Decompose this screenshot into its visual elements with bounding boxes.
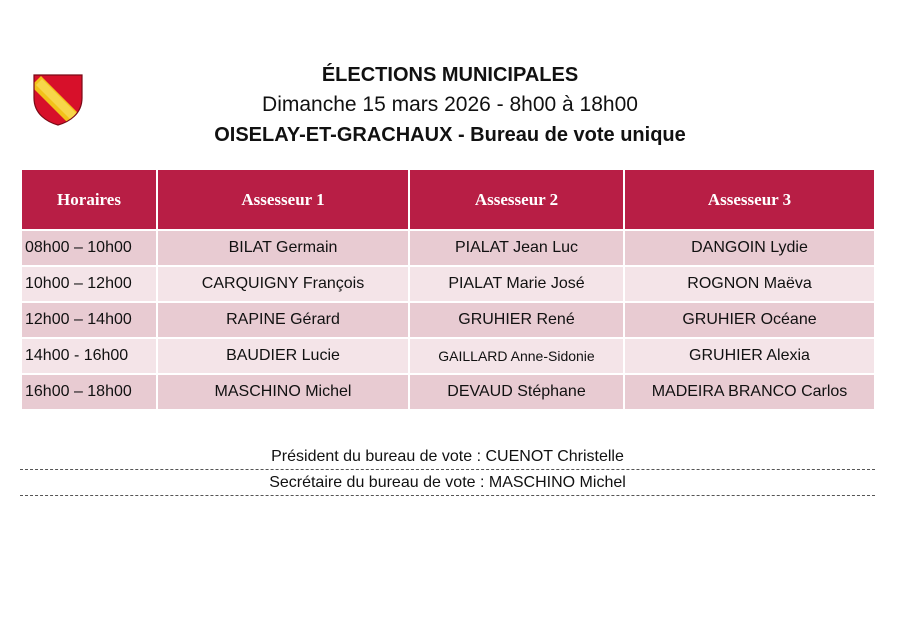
polling-place: OISELAY-ET-GRACHAUX - Bureau de vote unique [214, 124, 686, 146]
assessor-cell: GRUHIER Alexia [625, 339, 874, 373]
table-row [22, 339, 874, 373]
table-row [22, 267, 874, 301]
table-row [22, 303, 874, 337]
secretary-line: Secrétaire du bureau de vote : MASCHINO Michel [269, 474, 626, 491]
column-header-assesseur-2: Assesseur 2 [410, 170, 623, 229]
assessor-cell: DANGOIN Lydie [625, 231, 874, 265]
table-header-row [22, 170, 874, 229]
election-date: Dimanche 15 mars 2026 - 8h00 à 18h00 [262, 93, 638, 116]
assessor-cell: BAUDIER Lucie [158, 339, 408, 373]
divider [20, 495, 875, 496]
assessor-cell: CARQUIGNY François [158, 267, 408, 301]
assessor-schedule-table [20, 168, 876, 411]
assessor-cell: MASCHINO Michel [158, 375, 408, 409]
time-slot: 12h00 – 14h00 [22, 303, 156, 337]
time-slot: 14h00 - 16h00 [22, 339, 156, 373]
assessor-cell: MADEIRA BRANCO Carlos [625, 375, 874, 409]
assessor-cell: GRUHIER Océane [625, 303, 874, 337]
president-line: Président du bureau de vote : CUENOT Christelle [271, 448, 624, 465]
column-header-assesseur-3: Assesseur 3 [625, 170, 874, 229]
assessor-cell: PIALAT Marie José [410, 267, 623, 301]
assessor-cell: GRUHIER René [410, 303, 623, 337]
assessor-cell: BILAT Germain [158, 231, 408, 265]
time-slot: 16h00 – 18h00 [22, 375, 156, 409]
time-slot: 08h00 – 10h00 [22, 231, 156, 265]
assessor-cell: PIALAT Jean Luc [410, 231, 623, 265]
table-row [22, 231, 874, 265]
column-header-horaires: Horaires [22, 170, 156, 229]
assessor-cell: RAPINE Gérard [158, 303, 408, 337]
table-row [22, 375, 874, 409]
assessor-cell: GAILLARD Anne-Sidonie [410, 339, 623, 373]
time-slot: 10h00 – 12h00 [22, 267, 156, 301]
column-header-assesseur-1: Assesseur 1 [158, 170, 408, 229]
assessor-cell: DEVAUD Stéphane [410, 375, 623, 409]
page-title: ÉLECTIONS MUNICIPALES [321, 64, 579, 86]
assessor-cell: ROGNON Maëva [625, 267, 874, 301]
divider [20, 469, 875, 470]
